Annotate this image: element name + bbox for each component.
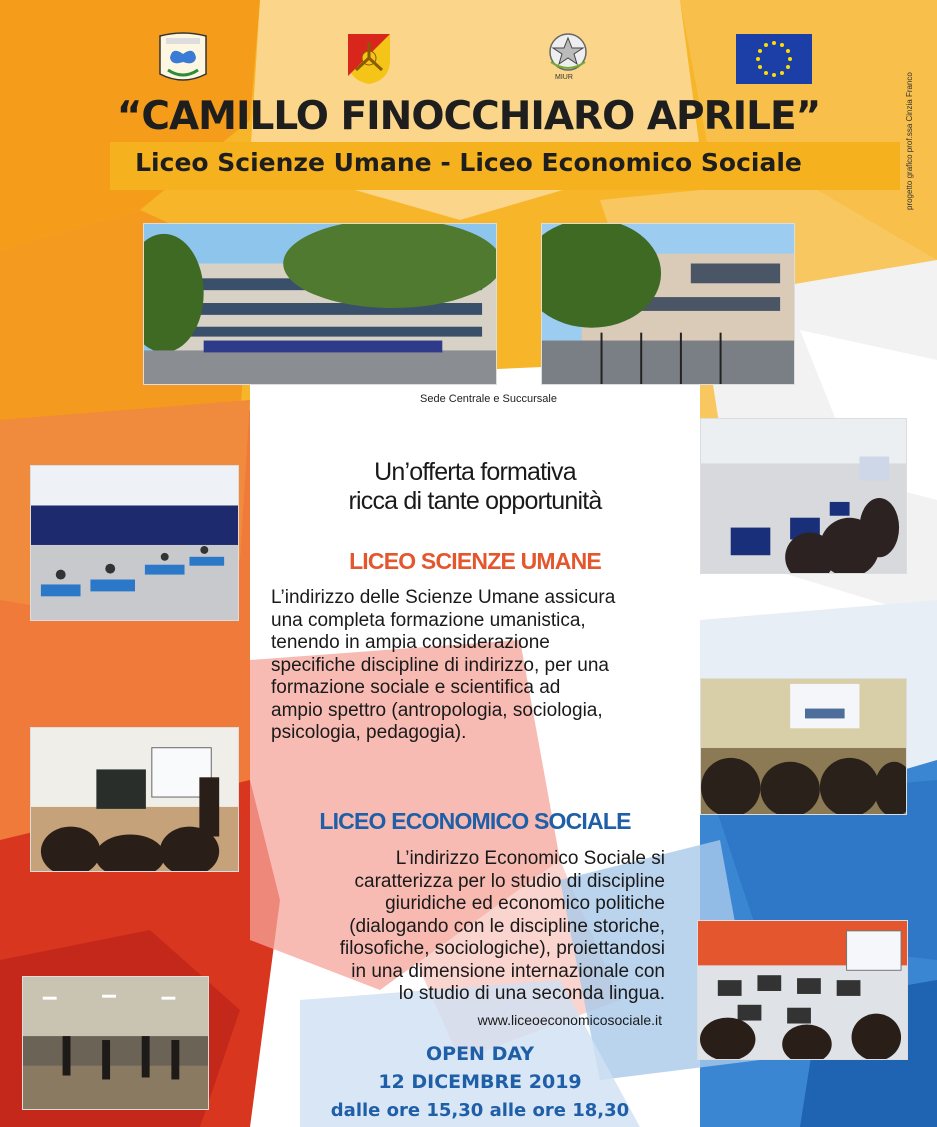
photo-gym-class	[30, 465, 239, 621]
design-credit: progetto grafico prof.ssa Cinzia Franco	[905, 72, 914, 210]
school-crest-icon	[154, 30, 212, 86]
miur-label: MIUR	[555, 74, 573, 81]
intro-line-2: ricca di tante opportunità	[348, 487, 602, 515]
eu-flag-icon	[736, 34, 812, 84]
text-line: tenendo in ampia considerazione	[271, 632, 550, 653]
sicily-region-icon	[346, 30, 392, 86]
text-line: in una dimensione internazionale con	[351, 960, 665, 982]
photo-dance-activity	[22, 976, 209, 1110]
miur-emblem-icon	[543, 30, 593, 86]
intro-line-1: Un’offerta formativa	[374, 458, 576, 486]
open-day-time: dalle ore 15,30 alle ore 18,30	[330, 1100, 630, 1121]
heading-scienze-umane: LICEO SCIENZE UMANE	[349, 548, 601, 574]
text-line: caratterizza per lo studio di discipline	[354, 870, 665, 892]
text-line: L’indirizzo Economico Sociale si	[395, 848, 665, 869]
heading-economico-sociale: LICEO ECONOMICO SOCIALE	[319, 808, 631, 834]
text-line: una completa formazione umanistica,	[271, 609, 586, 631]
paragraph-scienze-umane	[271, 587, 681, 745]
text-line: formazione sociale e scientifica ad	[271, 677, 561, 698]
photo-classroom	[30, 727, 239, 872]
text-line: (dialogando con le discipline storiche,	[349, 915, 665, 937]
text-line: filosofiche, sociologiche), proiettandosi	[339, 938, 665, 959]
photo-main-building	[143, 223, 497, 385]
open-day-date: 12 DICEMBRE 2019	[378, 1071, 582, 1093]
text-line: giuridiche ed economico politiche	[385, 893, 665, 914]
website-link[interactable]: www.liceoeconomicosociale.it	[477, 1012, 662, 1028]
text-line: ampio spettro (antropologia, sociologia,	[271, 699, 603, 721]
text-line: psicologia, pedagogia).	[271, 722, 467, 743]
paragraph-economico-sociale	[265, 848, 665, 1006]
photo-caption: Sede Centrale e Succursale	[420, 393, 557, 405]
open-day-label: OPEN DAY	[426, 1043, 534, 1065]
school-subtitle: Liceo Scienze Umane - Liceo Economico Sociale	[135, 148, 802, 177]
photo-computer-lab-2	[697, 920, 908, 1060]
photo-branch-building	[541, 223, 795, 385]
school-title: “CAMILLO FINOCCHIARO APRILE”	[116, 94, 821, 139]
intro-heading	[290, 458, 660, 516]
photo-projection-room	[700, 678, 907, 815]
photo-computer-lab	[700, 418, 907, 574]
text-line: specifiche discipline di indirizzo, per una	[271, 654, 609, 676]
text-line: lo studio di una seconda lingua.	[398, 983, 665, 1004]
text-line: L’indirizzo delle Scienze Umane assicura	[271, 587, 616, 608]
